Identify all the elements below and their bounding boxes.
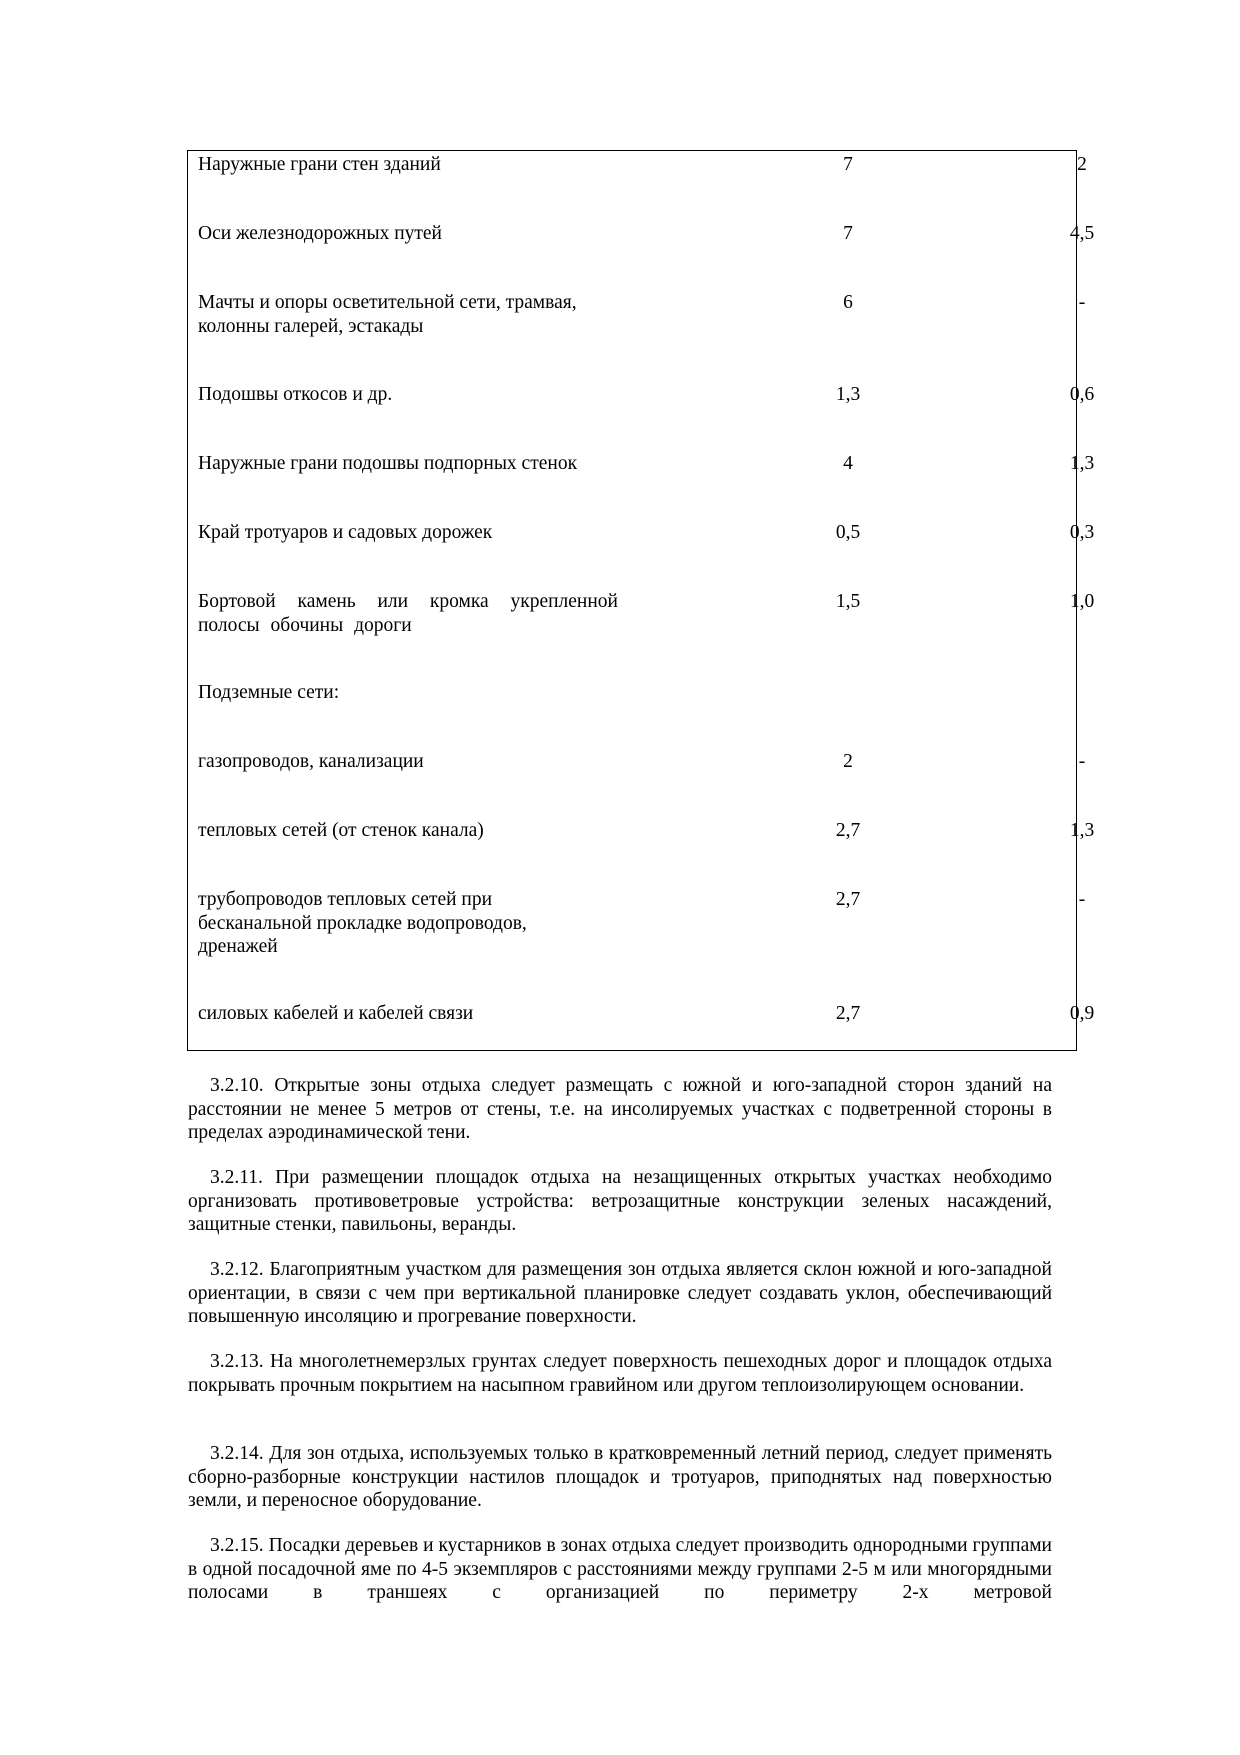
row-value-1: 2,7 [835,889,861,910]
row-value-2: - [1078,889,1086,910]
row-value-1: 1,5 [835,591,861,612]
row-value-2: 1,3 [1069,820,1095,841]
paragraph-3-2-10: 3.2.10. Открытые зоны отдыха следует размещать с южной и юго-западной сторон зданий на расстоянии не менее 5 метров от стены, т.е. на инсолируемых участках с подветренной стороны в пределах аэродинамической тени. [188,1075,1052,1143]
row-name: Наружные грани подошвы подпорных стенок [198,453,578,474]
distance-table [187,150,1095,1051]
paragraph-3-2-15: 3.2.15. Посадки деревьев и кустарников в зонах отдыха следует производить однородными группами в одной посадочной яме по 4-5 экземпляров с расстояниями между группами 2-5 м или многорядными полосами в траншеях с организацией по периметру 2-х метровой [188,1535,1052,1603]
row-value-2: - [1078,292,1086,313]
row-name: Подошвы откосов и др. [198,384,393,405]
paragraph-3-2-14: 3.2.14. Для зон отдыха, используемых только в кратковременный летний период, следует применять сборно-разборные конструкции настилов площадок и тротуаров, приподнятых над поверхностью земли, и переносное оборудование. [188,1443,1052,1511]
row-name: Наружные грани стен зданий [198,154,441,175]
row-value-2: 4,5 [1069,223,1095,244]
paragraph-3-2-12: 3.2.12. Благоприятным участком для размещения зон отдыха является склон южной и юго-западной ориентации, в связи с чем при вертикальной планировке следует создавать уклон, обеспечивающий повышенную инсоляцию и прогревание поверхности. [188,1259,1052,1327]
row-name: Оси железнодорожных путей [198,223,442,244]
row-value-2: 2 [1077,154,1087,175]
row-value-2: 1,0 [1069,591,1095,612]
paragraph-3-2-13: 3.2.13. На многолетнемерзлых грунтах следует поверхность пешеходных дорог и площадок отдыха покрывать прочным покрытием на насыпном гравийном или другом теплоизолирующем основании. [188,1351,1052,1396]
row-value-1: 2,7 [835,820,861,841]
row-value-1: 6 [843,292,853,313]
row-name: Край тротуаров и садовых дорожек [198,522,493,543]
row-name: Мачты и опоры осветительной сети, трамвая, колонны галерей, эстакады [198,292,577,337]
row-value-2: 0,6 [1069,384,1095,405]
row-value-1: 7 [843,223,853,244]
row-name: Бортовой камень или кромка укрепленной полосы обочины дороги [198,591,618,636]
row-value-2: 0,3 [1069,522,1095,543]
row-value-1: 0,5 [835,522,861,543]
row-value-1: 7 [843,154,853,175]
row-value-1: 2 [843,751,853,772]
row-value-1: 2,7 [835,1003,861,1024]
row-value-2: 1,3 [1069,453,1095,474]
row-name: силовых кабелей и кабелей связи [198,1003,474,1024]
row-value-1: 4 [843,453,853,474]
row-name: трубопроводов тепловых сетей при бесканальной прокладке водопроводов, дренажей [198,889,527,957]
row-name: тепловых сетей (от стенок канала) [198,820,484,841]
row-name: газопроводов, канализации [198,751,424,772]
row-name: Подземные сети: [198,682,340,703]
row-value-1: 1,3 [835,384,861,405]
paragraph-3-2-11: 3.2.11. При размещении площадок отдыха на незащищенных открытых участках необходимо организовать противоветровые устройства: ветрозащитные конструкции зеленых насаждений, защитные стенки, павильоны, веранды. [188,1167,1052,1235]
row-value-2: 0,9 [1069,1003,1095,1024]
row-value-2: - [1078,751,1086,772]
